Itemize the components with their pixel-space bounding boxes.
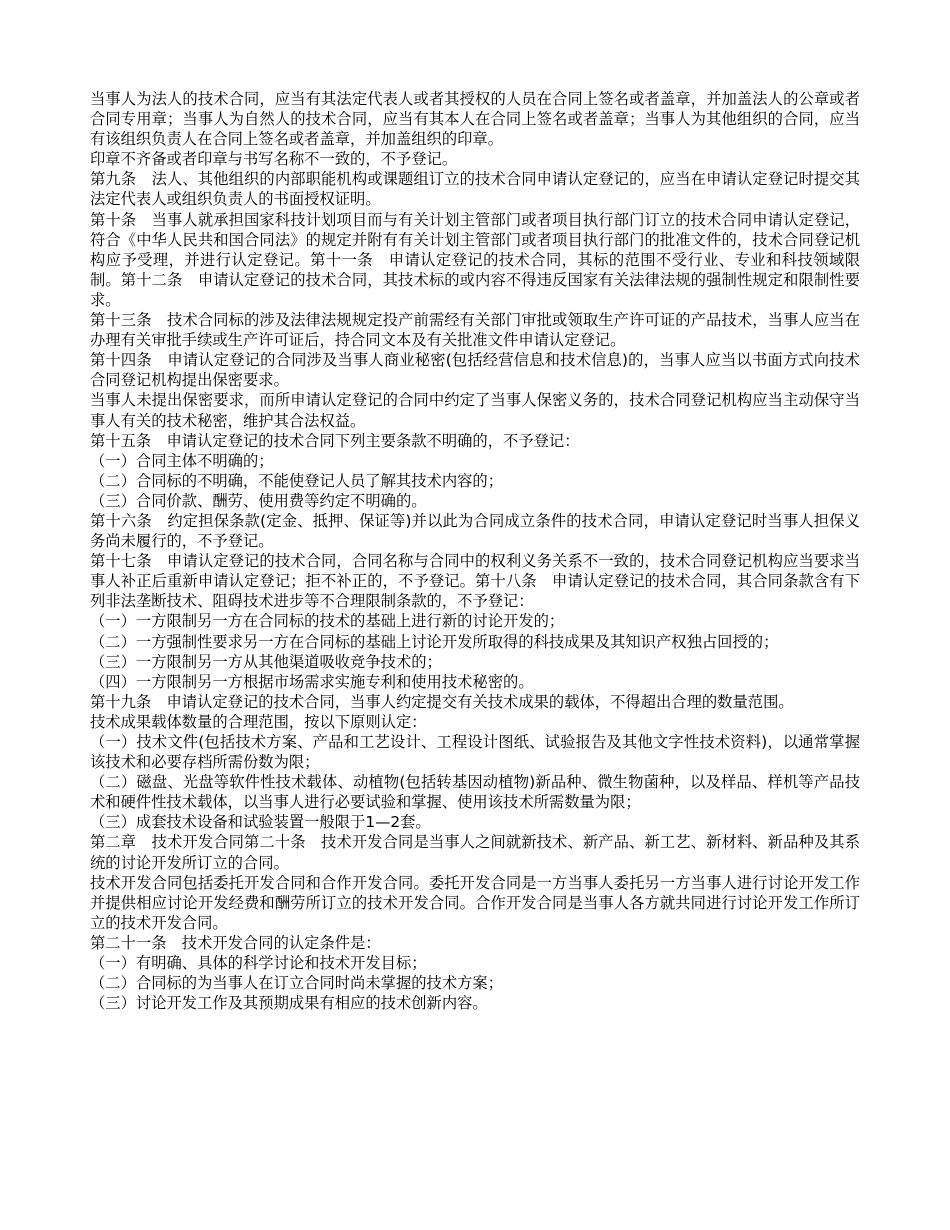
list-item: （二）一方强制性要求另一方在合同标的基础上讨论开发所取得的科技成果及其知识产权独占回授的； xyxy=(90,632,779,651)
list-item: （三）讨论开发工作及其预期成果有相应的技术创新内容。 xyxy=(90,994,488,1013)
list-item: （二）合同标的为当事人在订立合同时尚未掌握的技术方案； xyxy=(90,974,504,993)
list-item: （三）合同价款、酬劳、使用费等约定不明确的。 xyxy=(90,491,427,510)
paragraph-seal-mismatch: 印章不齐备或者印章与书写名称不一致的，不予登记。 xyxy=(90,150,458,169)
paragraph-development-contracts: 技术开发合同包括委托开发合同和合作开发合同。委托开发合同是一方当事人委托另一方当事人进行讨论开发工作并提供相应讨论开发经费和酬劳所订立的技术开发合同。合作开发合同是当事人各方就共同进行讨论开发工作所订立的技术开发合同。 xyxy=(90,873,860,932)
list-item: （二）合同标的不明确，不能使登记人员了解其技术内容的； xyxy=(90,471,504,490)
list-item: （一）一方限制另一方在合同标的技术的基础上进行新的讨论开发的； xyxy=(90,612,565,631)
list-item: （二）磁盘、光盘等软件性技术载体、动植物(包括转基因动植物)新品种、微生物菌种，以及样品、样机等产品技术和硬件性技术载体，以当事人进行必要试验和掌握、使用该技术所需数量为限； xyxy=(90,773,860,812)
paragraph-chapter-2-article-20: 第二章 技术开发合同第二十条 技术开发合同是当事人之间就新技术、新产品、新工艺、新材料、新品种及其系统的讨论开发所订立的合同。 xyxy=(90,833,860,872)
list-item: （三）成套技术设备和试验装置一般限于1—2套。 xyxy=(90,813,431,832)
paragraph-confidentiality: 当事人未提出保密要求，而所申请认定登记的合同中约定了当事人保密义务的，技术合同登记机构应当主动保守当事人有关的技术秘密，维护其合法权益。 xyxy=(90,391,860,430)
paragraph-article-15: 第十五条 申请认定登记的技术合同下列主要条款不明确的，不予登记： xyxy=(90,431,580,450)
paragraph-article-16: 第十六条 约定担保条款(定金、抵押、保证等)并以此为合同成立条件的技术合同，申请认定登记时当事人担保义务尚未履行的，不予登记。 xyxy=(90,511,860,551)
list-item: （四）一方限制另一方根据市场需求实施专利和使用技术秘密的。 xyxy=(90,672,534,691)
list-item: （一）技术文件(包括技术方案、产品和工艺设计、工程设计图纸、试验报告及其他文字性技术资料)，以通常掌握该技术和必要存档所需份数为限； xyxy=(90,733,860,772)
list-item: （一）合同主体不明确的； xyxy=(90,451,274,470)
paragraph-article-21: 第二十一条 技术开发合同的认定条件是： xyxy=(90,933,381,952)
paragraph-article-14: 第十四条 申请认定登记的合同涉及当事人商业秘密(包括经营信息和技术信息)的，当事人应当以书面方式向技术合同登记机构提出保密要求。 xyxy=(90,351,860,390)
paragraph-article-17-18: 第十七条 申请认定登记的技术合同，合同名称与合同中的权利义务关系不一致的，技术合同登记机构应当要求当事人补正后重新申请认定登记；拒不补正的，不予登记。第十八条 申请认定登记的技术合同，其合同条款含有下列非法垄断技术、阻碍技术进步等不合理限制条款的，不予登记： xyxy=(90,552,860,611)
list-item: （一）有明确、具体的科学讨论和技术开发目标； xyxy=(90,954,427,973)
paragraph-article-9: 第九条 法人、其他组织的内部职能机构或课题组订立的技术合同申请认定登记的，应当在申请认定登记时提交其法定代表人或组织负责人的书面授权证明。 xyxy=(90,170,860,209)
list-item: （三）一方限制另一方从其他渠道吸收竞争技术的； xyxy=(90,652,442,671)
document-body xyxy=(90,89,860,1013)
paragraph-article-10-12: 第十条 当事人就承担国家科技计划项目而与有关计划主管部门或者项目执行部门订立的技术合同申请认定登记，符合《中华人民共和国合同法》的规定并附有有关计划主管部门或者项目执行部门的批准文件的，技术合同登记机构应予受理，并进行认定登记。第十一条 申请认定登记的技术合同，其标的范围不受行业、专业和科技领域限制。第十二条 申请认定登记的技术合同，其技术标的或内容不得违反国家有关法律法规的强制性规定和限制性要求。 xyxy=(90,210,860,309)
paragraph-article-13: 第十三条 技术合同标的涉及法律法规规定投产前需经有关部门审批或领取生产许可证的产品技术，当事人应当在办理有关审批手续或生产许可证后，持合同文本及有关批准文件申请认定登记。 xyxy=(90,311,860,350)
paragraph-article-19: 第十九条 申请认定登记的技术合同，当事人约定提交有关技术成果的载体，不得超出合理的数量范围。 xyxy=(90,692,794,711)
paragraph-signature-rules: 当事人为法人的技术合同，应当有其法定代表人或者其授权的人员在合同上签名或者盖章，并加盖法人的公章或者合同专用章；当事人为自然人的技术合同，应当有其本人在合同上签名或者盖章；当事人为其他组织的合同，应当有该组织负责人在合同上签名或者盖章，并加盖组织的印章。 xyxy=(90,90,860,149)
paragraph-carrier-scope: 技术成果载体数量的合理范围，按以下原则认定： xyxy=(90,712,427,731)
